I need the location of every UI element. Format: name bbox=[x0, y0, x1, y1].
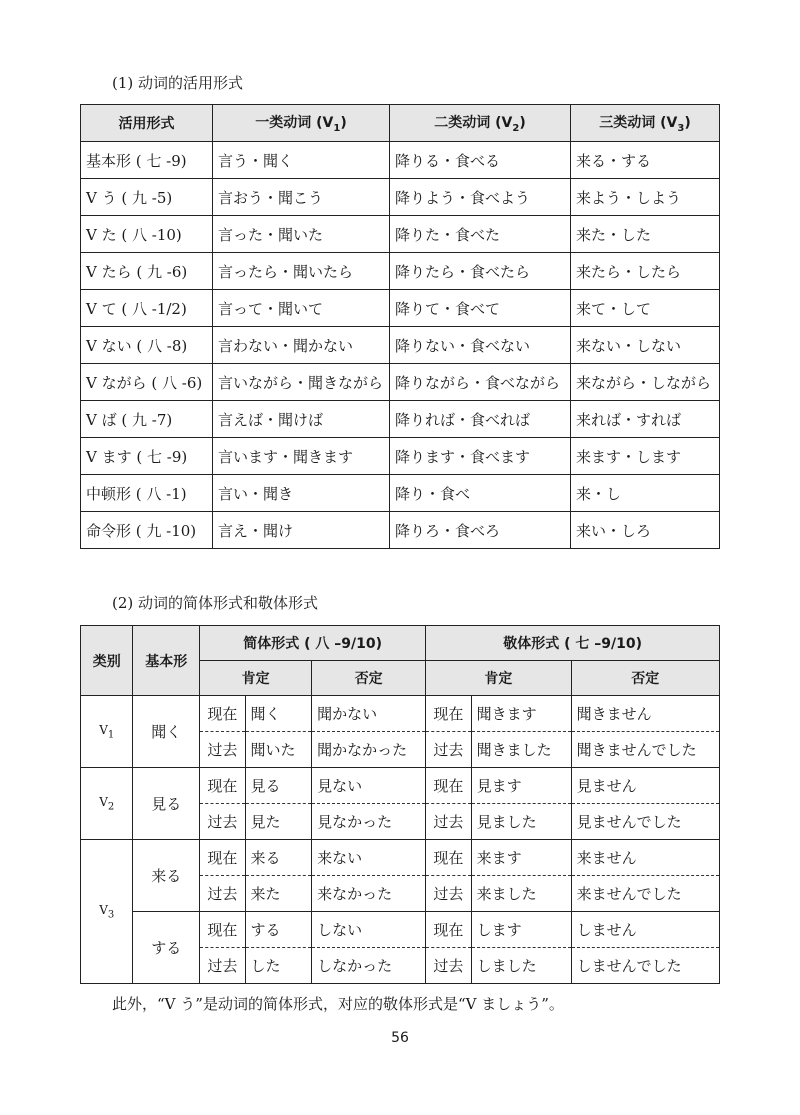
conjugation-row bbox=[81, 327, 720, 364]
conjugation-cell: 言った・聞いた bbox=[213, 216, 390, 253]
conjugation-cell: 降ります・食べます bbox=[390, 438, 571, 475]
conjugation-cell: 降りた・食べた bbox=[390, 216, 571, 253]
conjugation-cell: 言わない・聞かない bbox=[213, 327, 390, 364]
conjugation-cell: 言いながら・聞きながら bbox=[213, 364, 390, 401]
form-cell: 聞かなかった bbox=[312, 732, 426, 768]
conjugation-cell: 来れば・すれば bbox=[571, 401, 720, 438]
conjugation-cell: 言おう・聞こう bbox=[213, 179, 390, 216]
form-name-cell: 基本形 ( 七 -9) bbox=[81, 142, 213, 179]
form-cell: 見る bbox=[245, 768, 312, 804]
category-cell: $V_2$ bbox=[81, 768, 133, 840]
form-cell: 来る bbox=[245, 840, 312, 876]
conjugation-cell: 来る・する bbox=[571, 142, 720, 179]
tense-cell: 现在 bbox=[200, 768, 245, 804]
base-form-cell: 聞く bbox=[133, 696, 200, 768]
form-cell: しました bbox=[471, 948, 571, 984]
tense-cell: 过去 bbox=[200, 876, 245, 912]
conjugation-cell: 降りながら・食べながら bbox=[390, 364, 571, 401]
base-form-cell: 見る bbox=[133, 768, 200, 840]
form-cell: しません bbox=[571, 912, 719, 948]
conjugation-cell: 降りよう・食べよう bbox=[390, 179, 571, 216]
header-form: 活用形式 bbox=[81, 105, 213, 142]
conjugation-row bbox=[81, 512, 720, 549]
conjugation-cell: 来い・しろ bbox=[571, 512, 720, 549]
category-cell: $V_3$ bbox=[81, 840, 133, 984]
header-polite-negative: 否定 bbox=[571, 661, 719, 696]
conjugation-header-row bbox=[81, 105, 720, 142]
section2-title: (2) 动词的简体形式和敬体形式 bbox=[112, 594, 319, 612]
form-cell: しませんでした bbox=[571, 948, 719, 984]
tense-cell: 现在 bbox=[426, 768, 471, 804]
header-category: 类别 bbox=[81, 626, 133, 696]
conjugation-cell: 来て・して bbox=[571, 290, 720, 327]
conjugation-cell: 降り・食べ bbox=[390, 475, 571, 512]
form-cell: 聞きました bbox=[471, 732, 571, 768]
tense-cell: 现在 bbox=[426, 696, 471, 732]
conjugation-cell: 降りない・食べない bbox=[390, 327, 571, 364]
form-name-cell: V たら ( 九 -6) bbox=[81, 253, 213, 290]
conjugation-cell: 来た・した bbox=[571, 216, 720, 253]
page-number: 56 bbox=[391, 1030, 409, 1046]
form-cell: 聞きません bbox=[571, 696, 719, 732]
conjugation-cell: 降りる・食べる bbox=[390, 142, 571, 179]
form-cell: 聞きませんでした bbox=[571, 732, 719, 768]
conjugation-cell: 来ながら・しながら bbox=[571, 364, 720, 401]
form-cell: した bbox=[245, 948, 312, 984]
form-name-cell: V ない ( 八 -8) bbox=[81, 327, 213, 364]
header-polite-form: 敬体形式 ( 七 –9/10) bbox=[426, 626, 720, 661]
form-cell: しない bbox=[312, 912, 426, 948]
form-cell: 来ます bbox=[471, 840, 571, 876]
form-cell: します bbox=[471, 912, 571, 948]
tense-cell: 过去 bbox=[426, 948, 471, 984]
conjugation-row bbox=[81, 364, 720, 401]
form-cell: 来た bbox=[245, 876, 312, 912]
conjugation-row bbox=[81, 253, 720, 290]
category-cell: $V_1$ bbox=[81, 696, 133, 768]
plain-polite-row bbox=[81, 840, 720, 876]
conjugation-cell: 降りろ・食べろ bbox=[390, 512, 571, 549]
base-form-cell: する bbox=[133, 912, 200, 984]
tense-cell: 现在 bbox=[200, 840, 245, 876]
conjugation-row bbox=[81, 438, 720, 475]
conjugation-cell: 言う・聞く bbox=[213, 142, 390, 179]
form-name-cell: V ます ( 七 -9) bbox=[81, 438, 213, 475]
footnote: 此外，“V う”是动词的简体形式，对应的敬体形式是“V ましょう”。 bbox=[112, 995, 564, 1013]
tense-cell: 现在 bbox=[200, 696, 245, 732]
base-form-cell: 来る bbox=[133, 840, 200, 912]
form-cell: する bbox=[245, 912, 312, 948]
form-cell: 聞く bbox=[245, 696, 312, 732]
plain-polite-row bbox=[81, 696, 720, 732]
conjugation-row bbox=[81, 290, 720, 327]
form-name-cell: 命令形 ( 九 -10) bbox=[81, 512, 213, 549]
form-cell: 来ました bbox=[471, 876, 571, 912]
conjugation-table bbox=[80, 104, 720, 549]
conjugation-cell: 来ない・しない bbox=[571, 327, 720, 364]
header-group2: 二类动词 $(V_2)$ bbox=[390, 105, 571, 142]
plain-polite-table bbox=[80, 625, 720, 984]
header-plain-form: 简体形式 ( 八 –9/10) bbox=[200, 626, 426, 661]
form-name-cell: V た ( 八 -10) bbox=[81, 216, 213, 253]
conjugation-cell: 言い・聞き bbox=[213, 475, 390, 512]
form-cell: 見ます bbox=[471, 768, 571, 804]
conjugation-cell: 言ったら・聞いたら bbox=[213, 253, 390, 290]
form-cell: 聞いた bbox=[245, 732, 312, 768]
plain-polite-header-row1 bbox=[81, 626, 720, 661]
tense-cell: 现在 bbox=[426, 912, 471, 948]
form-name-cell: V う ( 九 -5) bbox=[81, 179, 213, 216]
tense-cell: 过去 bbox=[426, 876, 471, 912]
tense-cell: 过去 bbox=[200, 804, 245, 840]
tense-cell: 过去 bbox=[426, 732, 471, 768]
conjugation-row bbox=[81, 475, 720, 512]
form-cell: 見ました bbox=[471, 804, 571, 840]
form-name-cell: V て ( 八 -1/2) bbox=[81, 290, 213, 327]
plain-polite-row bbox=[81, 912, 720, 948]
form-name-cell: V ながら ( 八 -6) bbox=[81, 364, 213, 401]
form-cell: 聞きます bbox=[471, 696, 571, 732]
plain-polite-row bbox=[81, 768, 720, 804]
form-cell: 見ませんでした bbox=[571, 804, 719, 840]
form-cell: 来ない bbox=[312, 840, 426, 876]
form-cell: 見ません bbox=[571, 768, 719, 804]
conjugation-cell: 来ます・します bbox=[571, 438, 720, 475]
conjugation-cell: 言えば・聞けば bbox=[213, 401, 390, 438]
conjugation-cell: 言え・聞け bbox=[213, 512, 390, 549]
header-plain-affirmative: 肯定 bbox=[200, 661, 312, 696]
header-polite-affirmative: 肯定 bbox=[426, 661, 571, 696]
form-cell: 来ません bbox=[571, 840, 719, 876]
form-name-cell: 中顿形 ( 八 -1) bbox=[81, 475, 213, 512]
conjugation-row bbox=[81, 216, 720, 253]
tense-cell: 过去 bbox=[200, 948, 245, 984]
form-name-cell: V ば ( 九 -7) bbox=[81, 401, 213, 438]
tense-cell: 过去 bbox=[200, 732, 245, 768]
tense-cell: 过去 bbox=[426, 804, 471, 840]
header-group3: 三类动词 $(V_3)$ bbox=[571, 105, 720, 142]
form-cell: しなかった bbox=[312, 948, 426, 984]
form-cell: 来なかった bbox=[312, 876, 426, 912]
form-cell: 来ませんでした bbox=[571, 876, 719, 912]
tense-cell: 现在 bbox=[426, 840, 471, 876]
conjugation-cell: 言って・聞いて bbox=[213, 290, 390, 327]
form-cell: 聞かない bbox=[312, 696, 426, 732]
form-cell: 見なかった bbox=[312, 804, 426, 840]
section1-title: (1) 动词的活用形式 bbox=[112, 74, 244, 92]
conjugation-body bbox=[81, 142, 720, 549]
plain-polite-body bbox=[81, 696, 720, 984]
form-cell: 見た bbox=[245, 804, 312, 840]
form-cell: 見ない bbox=[312, 768, 426, 804]
header-group1: 一类动词 $(V_1)$ bbox=[213, 105, 390, 142]
conjugation-cell: 降りたら・食べたら bbox=[390, 253, 571, 290]
tense-cell: 现在 bbox=[200, 912, 245, 948]
conjugation-cell: 来・し bbox=[571, 475, 720, 512]
header-base-form: 基本形 bbox=[133, 626, 200, 696]
conjugation-cell: 降りて・食べて bbox=[390, 290, 571, 327]
conjugation-row bbox=[81, 401, 720, 438]
conjugation-cell: 降りれば・食べれば bbox=[390, 401, 571, 438]
conjugation-cell: 来よう・しよう bbox=[571, 179, 720, 216]
header-plain-negative: 否定 bbox=[312, 661, 426, 696]
conjugation-row bbox=[81, 142, 720, 179]
conjugation-row bbox=[81, 179, 720, 216]
conjugation-cell: 来たら・したら bbox=[571, 253, 720, 290]
conjugation-cell: 言います・聞きます bbox=[213, 438, 390, 475]
